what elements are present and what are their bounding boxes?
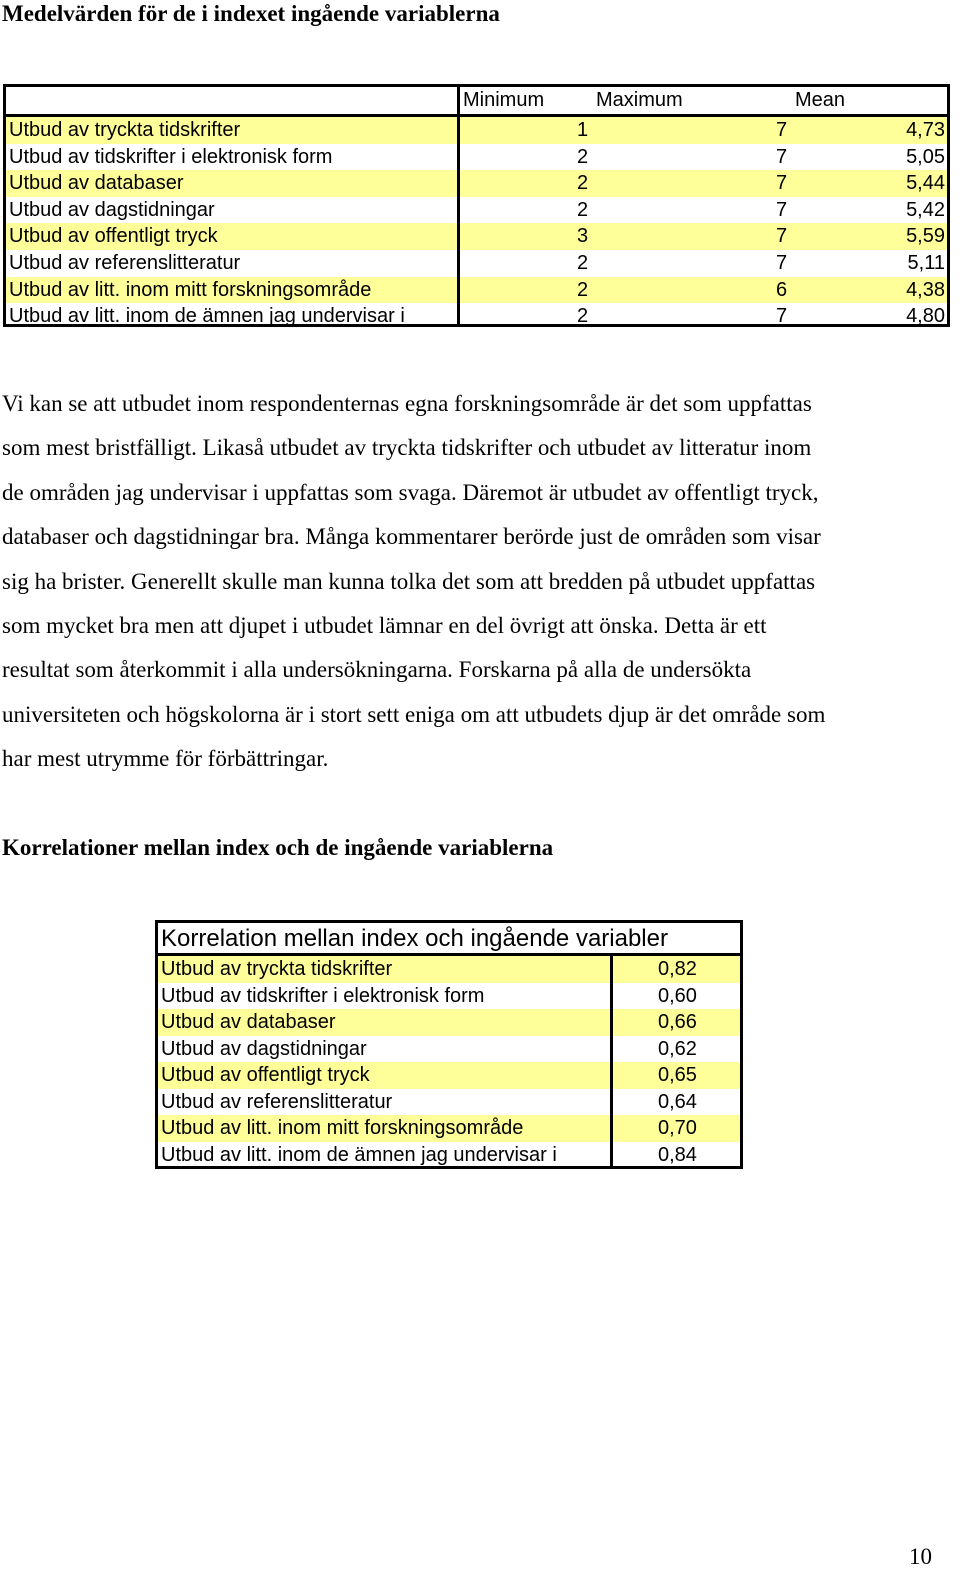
header-minimum: Minimum — [463, 89, 545, 111]
minimum-value: 2 — [577, 145, 589, 168]
table-row — [6, 277, 947, 304]
paragraph-line: resultat som återkommit i alla undersökningarna. Forskarna på alla de undersökta — [2, 657, 752, 683]
table-row — [158, 1089, 740, 1116]
table-row — [158, 956, 740, 983]
row-values — [460, 250, 947, 277]
paragraph-line: de områden jag undervisar i uppfattas som svaga. Däremot är utbudet av offentligt tryck, — [2, 479, 819, 505]
row-label: Utbud av litt. inom mitt forskningsområde — [158, 1115, 610, 1142]
mean-value: 5,44 — [906, 172, 945, 195]
minimum-value: 2 — [577, 172, 589, 195]
minimum-value: 2 — [577, 305, 589, 328]
correlation-value: 0,82 — [613, 956, 740, 983]
row-values — [460, 197, 947, 224]
row-label: Utbud av tryckta tidskrifter — [158, 956, 610, 983]
row-values — [460, 144, 947, 171]
table-row — [158, 1142, 740, 1169]
table-row — [6, 144, 947, 171]
row-label: Utbud av litt. inom mitt forskningsområde — [6, 277, 457, 304]
row-label: Utbud av databaser — [6, 170, 457, 197]
paragraph-line: sig ha brister. Generellt skulle man kunna tolka det som att bredden på utbudet uppfattas — [2, 568, 816, 594]
paragraph-line: databaser och dagstidningar bra. Många kommentarer berörde just de områden som visar — [2, 524, 821, 550]
maximum-value: 7 — [776, 198, 788, 221]
maximum-value: 7 — [776, 225, 788, 248]
maximum-value: 7 — [776, 252, 788, 274]
means-table — [3, 84, 950, 327]
row-label: Utbud av offentligt tryck — [6, 223, 457, 250]
mean-value: 4,73 — [906, 119, 945, 141]
table-row — [158, 983, 740, 1010]
mean-value: 5,59 — [906, 225, 945, 248]
maximum-value: 7 — [776, 119, 788, 141]
row-label: Utbud av litt. inom de ämnen jag undervisar i — [9, 305, 405, 328]
minimum-value: 2 — [577, 252, 589, 274]
row-label: Utbud av tidskrifter i elektronisk form — [161, 984, 485, 1007]
column-divider — [610, 956, 613, 1166]
table-row — [6, 197, 947, 224]
page-number: 10 — [909, 1544, 932, 1569]
row-values — [460, 303, 947, 330]
paragraph-line: universiteten och högskolorna är i stort sett eniga om att utbudets djup är det område som — [2, 701, 826, 727]
minimum-value: 2 — [577, 198, 589, 221]
row-values — [460, 117, 947, 144]
table-row — [6, 117, 947, 144]
table-row — [6, 303, 947, 330]
maximum-value: 7 — [776, 145, 788, 168]
column-divider — [457, 87, 460, 324]
row-label: Utbud av tryckta tidskrifter — [6, 117, 457, 144]
row-values — [460, 170, 947, 197]
table-row — [6, 170, 947, 197]
table-row — [158, 1009, 740, 1036]
correlation-value: 0,84 — [658, 1143, 697, 1166]
section-heading-correlations: Korrelationer mellan index och de ingående variablerna — [2, 835, 554, 860]
correlation-value: 0,60 — [658, 984, 697, 1007]
header-mean: Mean — [795, 89, 846, 111]
table-row — [158, 1036, 740, 1063]
row-label: Utbud av referenslitteratur — [9, 252, 241, 274]
table-row — [6, 250, 947, 277]
mean-value: 4,80 — [906, 305, 945, 328]
minimum-value: 3 — [577, 225, 589, 248]
table-row — [158, 1062, 740, 1089]
means-table-header — [6, 87, 947, 117]
table-row — [6, 223, 947, 250]
minimum-value: 2 — [577, 278, 589, 301]
row-label: Utbud av dagstidningar — [161, 1037, 367, 1060]
row-values — [460, 223, 947, 250]
correlation-value: 0,70 — [613, 1115, 740, 1142]
minimum-value: 1 — [577, 119, 589, 141]
row-label: Utbud av dagstidningar — [9, 198, 215, 221]
row-values — [460, 277, 947, 304]
mean-value: 4,38 — [906, 278, 945, 301]
correlation-value: 0,62 — [658, 1037, 697, 1060]
paragraph-line: Vi kan se att utbudet inom respondenternas egna forskningsområde är det som uppfattas — [2, 391, 812, 416]
maximum-value: 6 — [776, 278, 788, 301]
mean-value: 5,11 — [907, 252, 945, 274]
correlation-table — [155, 920, 743, 1169]
mean-value: 5,05 — [906, 145, 945, 168]
body-paragraph — [2, 382, 942, 782]
correlation-value: 0,64 — [658, 1090, 697, 1113]
row-label: Utbud av litt. inom de ämnen jag undervisar i — [161, 1143, 557, 1166]
correlation-value: 0,65 — [613, 1062, 740, 1089]
row-label: Utbud av offentligt tryck — [158, 1062, 610, 1089]
table-row — [158, 1115, 740, 1142]
header-maximum: Maximum — [596, 89, 683, 111]
mean-value: 5,42 — [906, 198, 945, 221]
paragraph-line: som mest bristfälligt. Likaså utbudet av tryckta tidskrifter och utbudet av litteratur inom — [2, 435, 812, 461]
paragraph-line: har mest utrymme för förbättringar. — [2, 746, 329, 772]
paragraph-line: som mycket bra men att djupet i utbudet lämnar en del övrigt att önska. Detta är ett — [2, 613, 767, 639]
maximum-value: 7 — [776, 305, 788, 328]
maximum-value: 7 — [776, 172, 788, 195]
row-label: Utbud av referenslitteratur — [161, 1090, 393, 1113]
correlation-table-title: Korrelation mellan index och ingående variabler — [158, 923, 740, 956]
correlation-value: 0,66 — [613, 1009, 740, 1036]
section-heading-means: Medelvärden för de i indexet ingående variablerna — [2, 1, 500, 26]
row-label: Utbud av tidskrifter i elektronisk form — [9, 145, 333, 168]
row-label: Utbud av databaser — [158, 1009, 610, 1036]
